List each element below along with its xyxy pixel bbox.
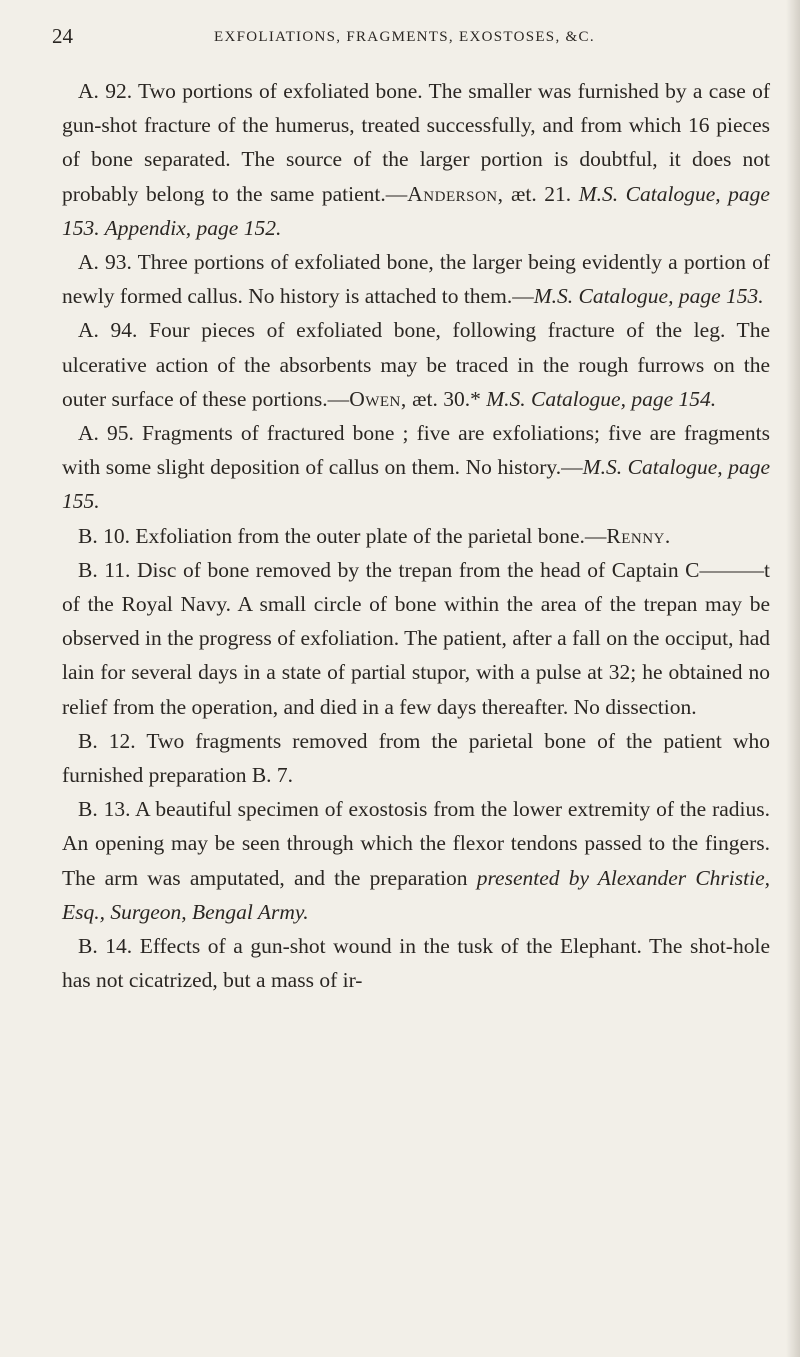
- page-number: 24: [52, 24, 73, 48]
- catalogue-reference: M.S. Catalogue, page 154.: [486, 386, 717, 411]
- donor-credit: presented by Alexander Christie, Esq., Surgeon, Bengal Army.: [62, 865, 770, 924]
- page-body: [62, 74, 770, 997]
- entry-b12: B. 12. Two fragments removed from the parietal bone of the patient who furnished preparation B. 7.: [62, 728, 770, 788]
- entry-a92: A. 92. Two portions of exfoliated bone. The smaller was furnished by a case of gun-shot fracture of the humerus, treated successfully, and from which 16 pieces of bone separated. The source of the larger portion is doubtful, it does not probably belong to the same patient.—Anderson, æt. 21. M.S. Catalogue, page 153. Appendix, page 152.: [62, 79, 770, 240]
- entry-b10: B. 10. Exfoliation from the outer plate of the parietal bone.—Renny.: [78, 523, 671, 548]
- author-name: Owen,: [349, 386, 407, 411]
- page-edge-shadow: [786, 0, 800, 1357]
- entry-b14: B. 14. Effects of a gun-shot wound in the tusk of the Elephant. The shot-hole has not cicatrized, but a mass of ir-: [62, 934, 770, 993]
- running-title: EXFOLIATIONS, FRAGMENTS, EXOSTOSES, &C.: [214, 29, 595, 45]
- catalogue-reference: M.S. Catalogue, page 153. Appendix, page 152.: [62, 181, 770, 240]
- running-head: [52, 24, 772, 54]
- entry-a93: A. 93. Three portions of exfoliated bone, the larger being evidently a portion of newly formed callus. No history is attached to them.—M.S. Catalogue, page 153.: [62, 250, 770, 309]
- entry-a95: A. 95. Fragments of fractured bone ; five are exfoliations; five are fragments with some slight deposition of callus on them. No history.—M.S. Catalogue, page 155.: [62, 421, 770, 514]
- entry-a94: A. 94. Four pieces of exfoliated bone, following fracture of the leg. The ulcerative action of the absorbents may be traced in the rough furrows on the outer surface of these portions.—Owen, æt. 30.* M.S. Catalogue, page 154.: [62, 318, 770, 411]
- author-name: Anderson,: [407, 181, 504, 206]
- author-name: Renny.: [606, 523, 671, 548]
- catalogue-reference: M.S. Catalogue, page 153.: [533, 284, 764, 309]
- entry-b11: B. 11. Disc of bone removed by the trepan from the head of Captain C———t of the Royal Navy. A small circle of bone within the area of the trepan may be observed in the progress of exfoliation. The patient, after a fall on the occiput, had lain for several days in a state of partial stupor, with a pulse at 32; he obtained no relief from the operation, and died in a few days thereafter. No dissection.: [62, 557, 770, 719]
- catalogue-reference: M.S. Catalogue, page 155.: [62, 455, 770, 514]
- entry-b13: B. 13. A beautiful specimen of exostosis from the lower extremity of the radius. An opening may be seen through which the flexor tendons passed to the fingers. The arm was amputated, and the preparation presented by Alexander Christie, Esq., Surgeon, Bengal Army.: [62, 797, 770, 924]
